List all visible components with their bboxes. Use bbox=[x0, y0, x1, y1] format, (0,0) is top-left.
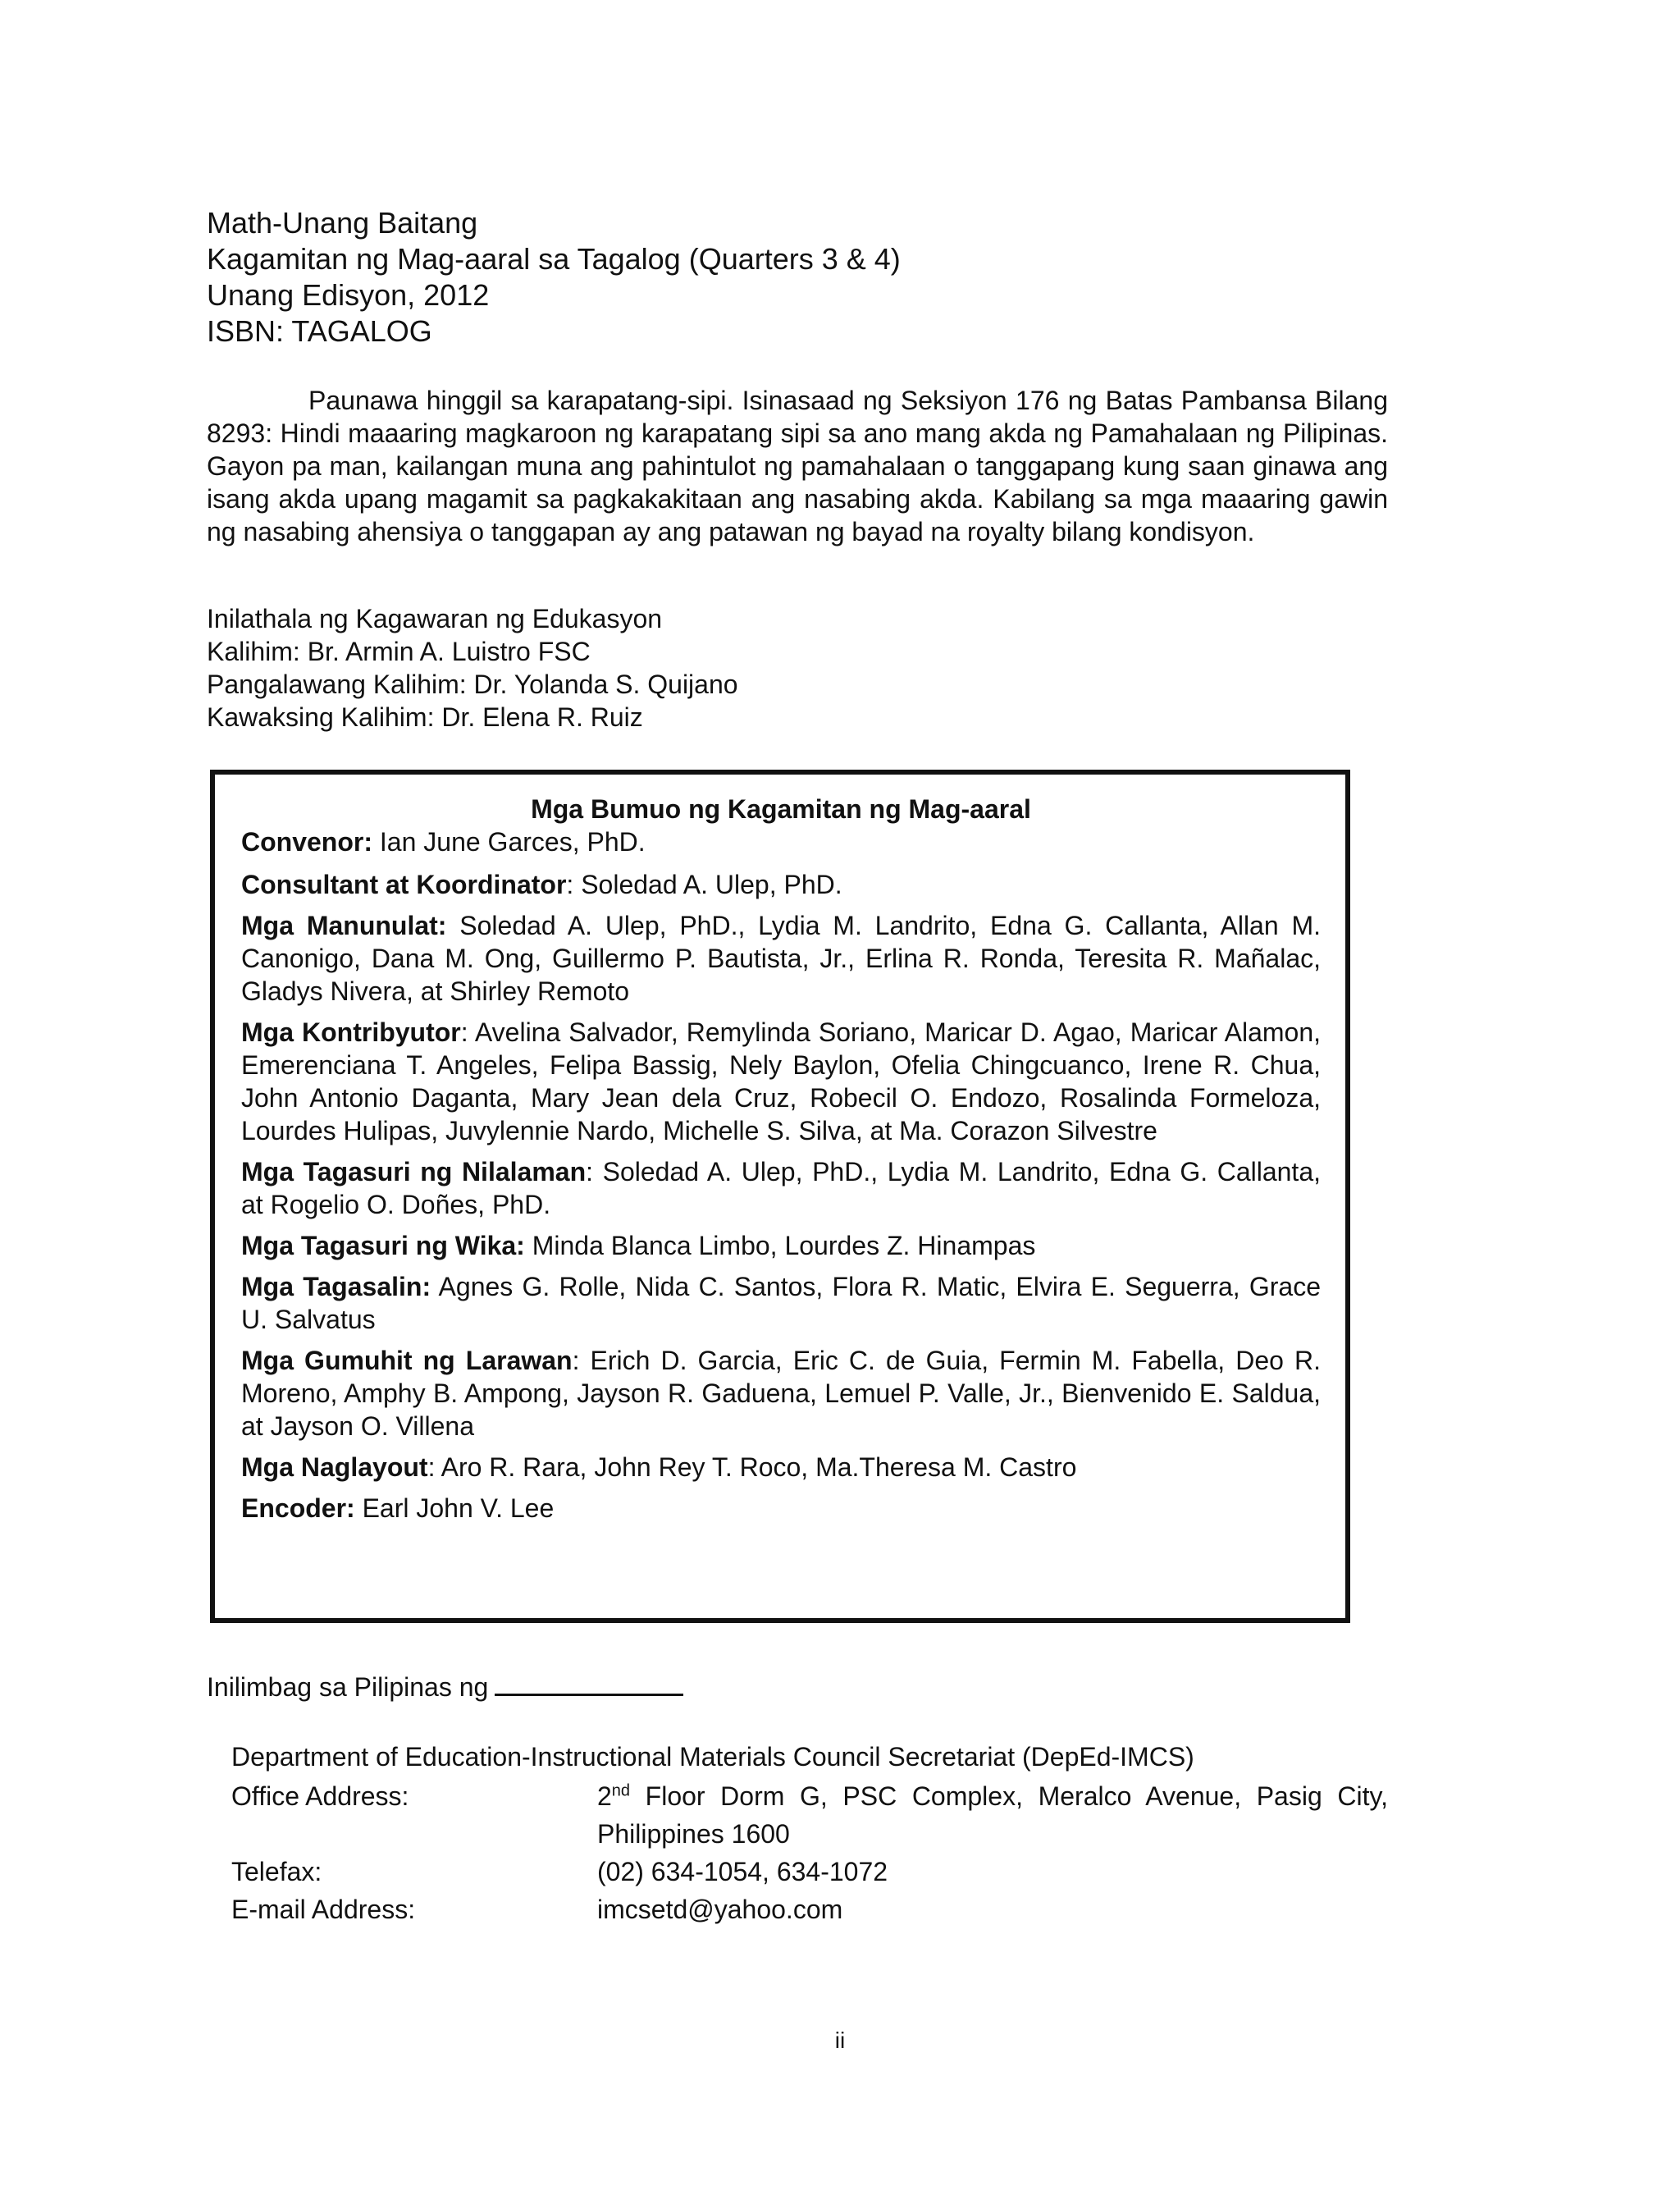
credit-translators bbox=[241, 1270, 1321, 1336]
office-address-row bbox=[231, 1777, 1388, 1853]
credit-illustrators bbox=[241, 1344, 1321, 1442]
floor-ordinal-suffix: nd bbox=[611, 1781, 631, 1800]
credit-role: Encoder: bbox=[241, 1493, 355, 1523]
credit-names: : Soledad A. Ulep, PhD. bbox=[566, 870, 842, 899]
credit-names: : Soledad A. Ulep, PhD., Lydia M. Landrito, Edna G. Callanta, at Rogelio O. Doñes, PhD. bbox=[241, 1157, 1322, 1219]
assistant-secretary-line: Kawaksing Kalihim: Dr. Elena R. Ruiz bbox=[207, 702, 643, 732]
credit-language-reviewers bbox=[241, 1229, 1321, 1262]
secretary-line: Kalihim: Br. Armin A. Luistro FSC bbox=[207, 637, 591, 666]
page-number: ii bbox=[834, 2028, 846, 2053]
credit-encoder bbox=[241, 1492, 1321, 1525]
credit-role: Mga Tagasuri ng Wika: bbox=[241, 1231, 525, 1260]
office-address-value bbox=[597, 1777, 1388, 1853]
credit-names: Agnes G. Rolle, Nida C. Santos, Flora R. Matic, Elvira E. Seguerra, Grace U. Salvatus bbox=[241, 1272, 1322, 1334]
credit-names: Earl John V. Lee bbox=[354, 1493, 555, 1523]
credit-names: Soledad A. Ulep, PhD., Lydia M. Landrito, Edna G. Callanta, Allan M. Canonigo, Dana M. Ong, Guillermo P. Bautista, Jr., Erlina R. Ronda, Teresita R. Mañalac, Gladys Nivera, at Shirley Remoto bbox=[241, 911, 1322, 1006]
title-block bbox=[207, 205, 1396, 350]
email-row bbox=[231, 1891, 1388, 1928]
credit-role: Mga Gumuhit ng Larawan bbox=[241, 1346, 573, 1375]
credit-role: Mga Naglayout bbox=[241, 1452, 428, 1482]
book-title: Math-Unang Baitang bbox=[207, 206, 478, 240]
credit-content-reviewers bbox=[241, 1155, 1321, 1221]
credit-role: Mga Tagasuri ng Nilalaman bbox=[241, 1157, 587, 1186]
imcs-contact-block bbox=[231, 1738, 1388, 1928]
publisher-block bbox=[207, 602, 1396, 734]
credits-box bbox=[210, 770, 1350, 1623]
telefax-label: Telefax: bbox=[231, 1857, 322, 1886]
telefax-row bbox=[231, 1853, 1388, 1891]
office-address-label: Office Address: bbox=[231, 1781, 409, 1811]
credit-names: : Aro R. Rara, John Rey T. Roco, Ma.Theresa M. Castro bbox=[427, 1452, 1077, 1482]
credit-role: Mga Manunulat: bbox=[241, 911, 447, 940]
printed-in-line bbox=[207, 1669, 683, 1703]
printed-label: Inilimbag sa Pilipinas ng bbox=[207, 1672, 489, 1702]
isbn: ISBN: TAGALOG bbox=[207, 314, 432, 348]
credit-contributors bbox=[241, 1016, 1321, 1147]
credit-names: Ian June Garces, PhD. bbox=[372, 827, 646, 857]
telefax-value: (02) 634-1054, 634-1072 bbox=[597, 1857, 888, 1886]
edition: Unang Edisyon, 2012 bbox=[207, 278, 490, 312]
copyright-notice: Paunawa hinggil sa karapatang-sipi. Isinasaad ng Seksiyon 176 ng Batas Pambansa Bilang 8293: Hindi maaaring magkaroon ng karapatang sipi sa ano mang akda ng Pamahalaan ng Pilipinas. Gayon pa man, kailangan muna ang pahintulot ng pamahalaan o tanggapang kung saan ginawa ang isang akda upang magamit sa pagkakakitaan ang nasabing akda. Kabilang sa mga maaaring gawin ng nasabing ahensiya o tanggapan ay ang patawan ng bayad na royalty bilang kondisyon. bbox=[207, 386, 1388, 546]
credit-names: : Erich D. Garcia, Eric C. de Guia, Fermin M. Fabella, Deo R. Moreno, Amphy B. Ampong, Jayson R. Gaduena, Lemuel P. Valle, Jr., Bienvenido E. Saldua, at Jayson O. Villena bbox=[241, 1346, 1322, 1441]
credit-consultant bbox=[241, 868, 1321, 901]
credit-role: Consultant at Koordinator bbox=[241, 870, 567, 899]
credit-names: Minda Blanca Limbo, Lourdes Z. Hinampas bbox=[524, 1231, 1036, 1260]
credit-layout-artists bbox=[241, 1451, 1321, 1484]
printer-blank-line bbox=[495, 1669, 683, 1696]
imcs-org-name: Department of Education-Instructional Materials Council Secretariat (DepEd-IMCS) bbox=[231, 1742, 1194, 1772]
credit-writers bbox=[241, 909, 1321, 1008]
email-label: E-mail Address: bbox=[231, 1895, 416, 1924]
floor-number: 2 bbox=[597, 1781, 612, 1811]
email-value: imcsetd@yahoo.com bbox=[597, 1895, 843, 1924]
book-subtitle: Kagamitan ng Mag-aaral sa Tagalog (Quarters 3 & 4) bbox=[207, 242, 901, 276]
undersecretary-line: Pangalawang Kalihim: Dr. Yolanda S. Quijano bbox=[207, 670, 738, 699]
credit-role: Convenor: bbox=[241, 827, 372, 857]
credit-convenor bbox=[241, 825, 1321, 858]
publisher-line: Inilathala ng Kagawaran ng Edukasyon bbox=[207, 604, 663, 633]
credit-role: Mga Kontribyutor bbox=[241, 1017, 461, 1047]
credit-role: Mga Tagasalin: bbox=[241, 1272, 431, 1301]
office-address-text: Floor Dorm G, PSC Complex, Meralco Avenue, Pasig City, Philippines 1600 bbox=[597, 1781, 1388, 1849]
credits-title: Mga Bumuo ng Kagamitan ng Mag-aaral bbox=[531, 794, 1031, 824]
credit-names: : Avelina Salvador, Remylinda Soriano, Maricar D. Agao, Maricar Alamon, Emerenciana T. Angeles, Felipa Bassig, Nely Baylon, Ofelia Chingcuanco, Irene R. Chua, John Antonio Daganta, Mary Jean dela Cruz, Robecil O. Endozo, Rosalinda Formeloza, Lourdes Hulipas, Juvylennie Nardo, Michelle S. Silva, at Ma. Corazon Silvestre bbox=[241, 1017, 1322, 1145]
